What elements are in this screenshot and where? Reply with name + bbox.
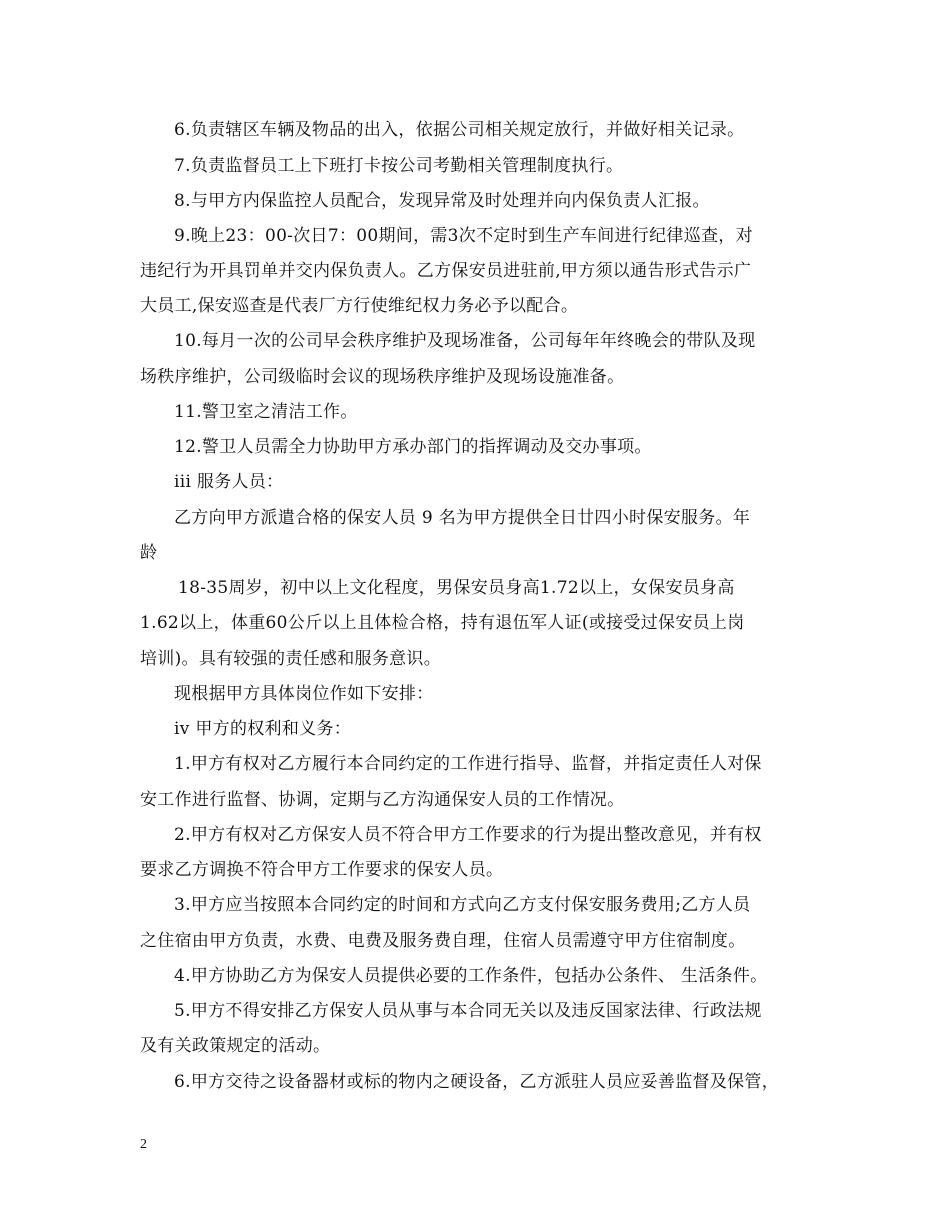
text-line: 11.警卫室之清洁工作。: [174, 402, 358, 422]
text-line: 9.晚上23：00-次日7：00期间，需3次不定时到生产车间进行纪律巡查，对: [174, 226, 753, 246]
text-line: 场秩序维护，公司级临时会议的现场秩序维护及现场设施准备。: [140, 367, 625, 387]
text-line: 安工作进行监督、协调，定期与乙方沟通保安人员的工作情况。: [140, 790, 625, 810]
text-line: 3.甲方应当按照本合同约定的时间和方式向乙方支付保安服务费用;乙方人员: [174, 895, 751, 915]
text-line: 培训)。具有较强的责任感和服务意识。: [140, 649, 442, 669]
text-line: 18-35周岁，初中以上文化程度，男保安员身高1.72以上，女保安员身高: [178, 578, 735, 598]
text-line: 8.与甲方内保监控人员配合，发现异常及时处理并向内保负责人汇报。: [174, 191, 710, 211]
text-line: 及有关政策规定的活动。: [140, 1036, 331, 1056]
section-heading: iii 服务人员：: [174, 472, 284, 492]
text-line: 1.62以上，体重60公斤以上且体检合格，持有退伍军人证(或接受过保安员上岗: [140, 613, 745, 633]
text-line: 龄: [140, 543, 158, 563]
text-line: 10.每月一次的公司早会秩序维护及现场准备，公司每年年终晚会的带队及现: [174, 331, 756, 351]
text-line: 现根据甲方具体岗位作如下安排：: [174, 684, 434, 704]
text-line: 7.负责监督员工上下班打卡按公司考勤相关管理制度执行。: [174, 156, 624, 176]
text-line: 4.甲方协助乙方为保安人员提供必要的工作条件，包括办公条件、 生活条件。: [174, 966, 768, 986]
text-line: 2.甲方有权对乙方保安人员不符合甲方工作要求的行为提出整改意见，并有权: [174, 825, 762, 845]
text-line: 要求乙方调换不符合甲方工作要求的保安人员。: [140, 860, 504, 880]
text-line: 违纪行为开具罚单并交内保负责人。乙方保安员进驻前,甲方须以通告形式告示广: [140, 261, 752, 281]
page-number: 2: [140, 1137, 147, 1152]
text-line: 1.甲方有权对乙方履行本合同约定的工作进行指导、监督，并指定责任人对保: [174, 754, 762, 774]
section-heading: iv 甲方的权利和义务：: [174, 719, 352, 739]
text-line: 大员工,保安巡查是代表厂方行使维纪权力务必予以配合。: [140, 296, 579, 316]
text-line: 6.甲方交待之设备器材或标的物内之硬设备，乙方派驻人员应妥善监督及保管，: [174, 1072, 780, 1092]
text-line: 乙方向甲方派遣合格的保安人员 9 名为甲方提供全日廿四小时保安服务。年: [174, 508, 751, 528]
text-line: 5.甲方不得安排乙方保安人员从事与本合同无关以及违反国家法律、行政法规: [174, 1001, 762, 1021]
text-line: 12.警卫人员需全力协助甲方承办部门的指挥调动及交办事项。: [174, 437, 652, 457]
text-line: 之住宿由甲方负责，水费、电费及服务费自理，住宿人员需遵守甲方住宿制度。: [140, 931, 746, 951]
text-line: 6.负责辖区车辆及物品的出入，依据公司相关规定放行，并做好相关记录。: [174, 120, 745, 140]
